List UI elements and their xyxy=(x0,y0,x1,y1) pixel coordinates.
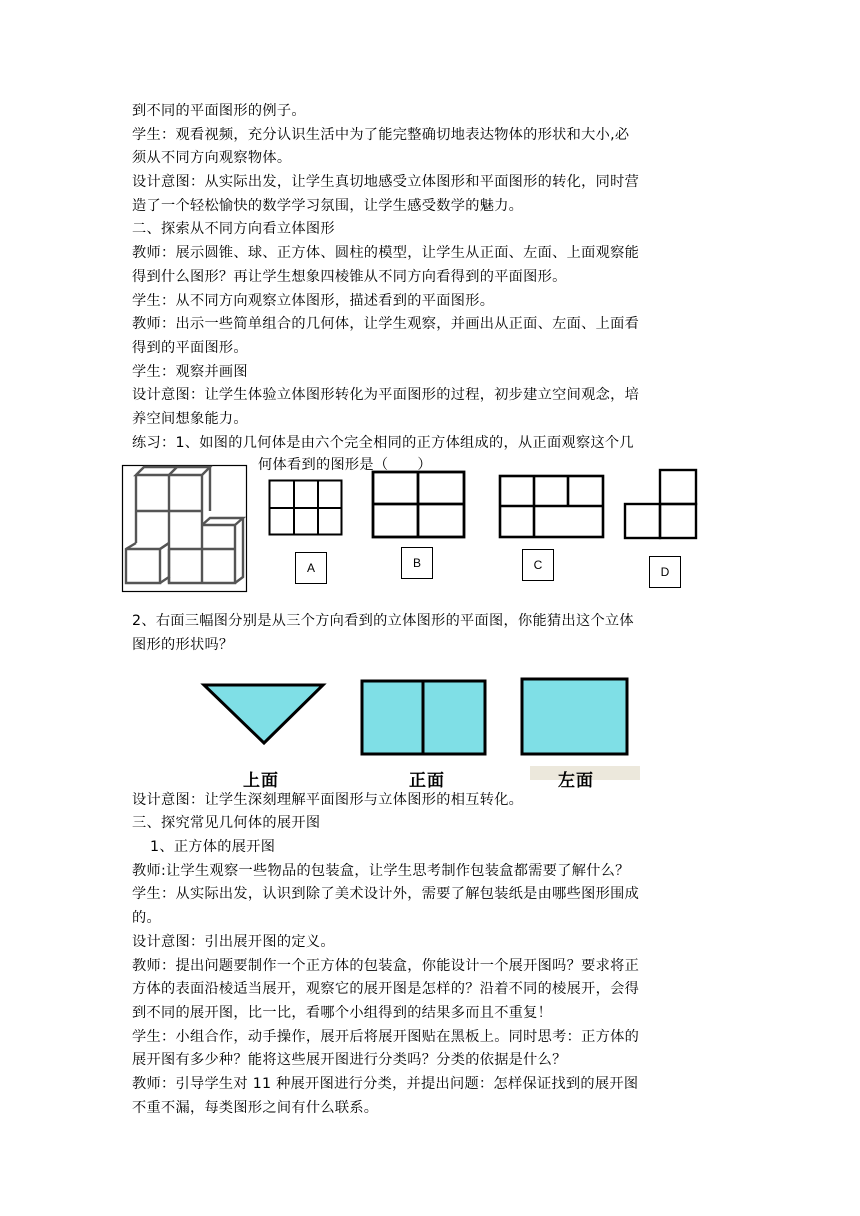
text-line: 学生：从实际出发，认识到除了美术设计外，需要了解包装纸是由哪些图形围成 xyxy=(132,886,640,903)
text-line: 教师：出示一些简单组合的几何体，让学生观察，并画出从正面、左面、上面看 xyxy=(132,316,640,333)
text-line: 学生：小组合作，动手操作，展开后将展开图贴在黑板上。同时思考：正方体的 xyxy=(132,1028,640,1045)
text-line: 教师：引导学生对 11 种展开图进行分类，并提出问题：怎样保证找到的展开图 xyxy=(132,1075,639,1092)
exercise-2-question: 2、右面三幅图分别是从三个方向看到的立体图形的平面图，你能猜出这个立体 xyxy=(132,613,634,630)
exercise-1-figure xyxy=(132,455,752,599)
view-label-left: 左面 xyxy=(558,770,594,791)
text-line: 到不同的平面图形的例子。 xyxy=(132,103,306,119)
exercise-1-question: 练习：1、如图的几何体是由六个完全相同的正方体组成的，从正面观察这个几 xyxy=(132,434,634,451)
option-b-figure xyxy=(371,470,467,540)
text-block-1 xyxy=(132,100,732,455)
option-a-figure xyxy=(268,479,344,537)
option-c-label[interactable]: C xyxy=(522,549,554,581)
text-line: 须从不同方向观察物体。 xyxy=(132,150,292,167)
text-line: 设计意图：让学生深刻理解平面图形与立体图形的相互转化。 xyxy=(132,791,524,808)
option-d-label[interactable]: D xyxy=(649,556,681,588)
text-line: 教师：展示圆锥、球、正方体、圆柱的模型，让学生从正面、左面、上面观察能 xyxy=(132,245,640,262)
text-line: 学生：观看视频，充分认识生活中为了能完整确切地表达物体的形状和大小,必 xyxy=(132,126,630,143)
exercise-1-question-cont: 何体看到的图形是（ ） xyxy=(258,457,432,474)
left-view-rectangle xyxy=(520,677,630,757)
text-line: 学生：观察并画图 xyxy=(132,363,248,380)
front-view-rectangles xyxy=(360,679,488,757)
cube-stack-3d-figure xyxy=(122,465,248,593)
text-line: 造了一个轻松愉快的数学学习氛围，让学生感受数学的魅力。 xyxy=(132,197,524,214)
text-line: 教师:让学生观察一些物品的包装盒，让学生思考制作包装盒都需要了解什么？ xyxy=(132,862,630,879)
text-line: 展开图有多少种？能将这些展开图进行分类吗？分类的依据是什么？ xyxy=(132,1052,567,1069)
text-line: 学生：从不同方向观察立体图形，描述看到的平面图形。 xyxy=(132,292,495,309)
text-line: 得到的平面图形。 xyxy=(132,339,248,356)
text-block-3 xyxy=(132,789,732,1121)
option-c-figure xyxy=(498,474,606,540)
text-line: 设计意图：让学生体验立体图形转化为平面图形的过程，初步建立空间观念，培 xyxy=(132,387,640,404)
view-label-top: 上面 xyxy=(243,770,279,791)
section-heading-2: 二、探索从不同方向看立体图形 xyxy=(132,221,335,238)
exercise-2-figure xyxy=(132,658,752,791)
option-b-label[interactable]: B xyxy=(401,547,433,579)
text-line: 设计意图：从实际出发，让学生真切地感受立体图形和平面图形的转化，同时营 xyxy=(132,174,640,191)
subsection-heading: 1、正方体的展开图 xyxy=(150,839,276,856)
text-line: 到不同的展开图，比一比，看哪个小组得到的结果多而且不重复！ xyxy=(132,1004,553,1021)
text-line: 教师：提出问题要制作一个正方体的包装盒，你能设计一个展开图吗？要求将正 xyxy=(132,957,640,974)
text-line: 不重不漏，每类图形之间有什么联系。 xyxy=(132,1099,379,1116)
section-heading-3: 三、探究常见几何体的展开图 xyxy=(132,815,321,832)
text-line: 方体的表面沿棱适当展开，观察它的展开图是怎样的？沿着不同的棱展开，会得 xyxy=(132,981,640,998)
text-block-2 xyxy=(132,610,732,657)
document-body xyxy=(132,100,732,1120)
text-line: 设计意图：引出展开图的定义。 xyxy=(132,933,335,950)
text-line: 得到什么图形？再让学生想象四棱锥从不同方向看得到的平面图形。 xyxy=(132,268,567,285)
view-label-front: 正面 xyxy=(409,770,445,791)
top-view-triangle xyxy=(202,682,326,746)
text-line: 的。 xyxy=(132,910,161,927)
text-line: 养空间想象能力。 xyxy=(132,410,248,427)
option-d-figure xyxy=(623,468,699,540)
text-line: 图形的形状吗？ xyxy=(132,637,234,653)
option-a-label[interactable]: A xyxy=(295,552,327,584)
